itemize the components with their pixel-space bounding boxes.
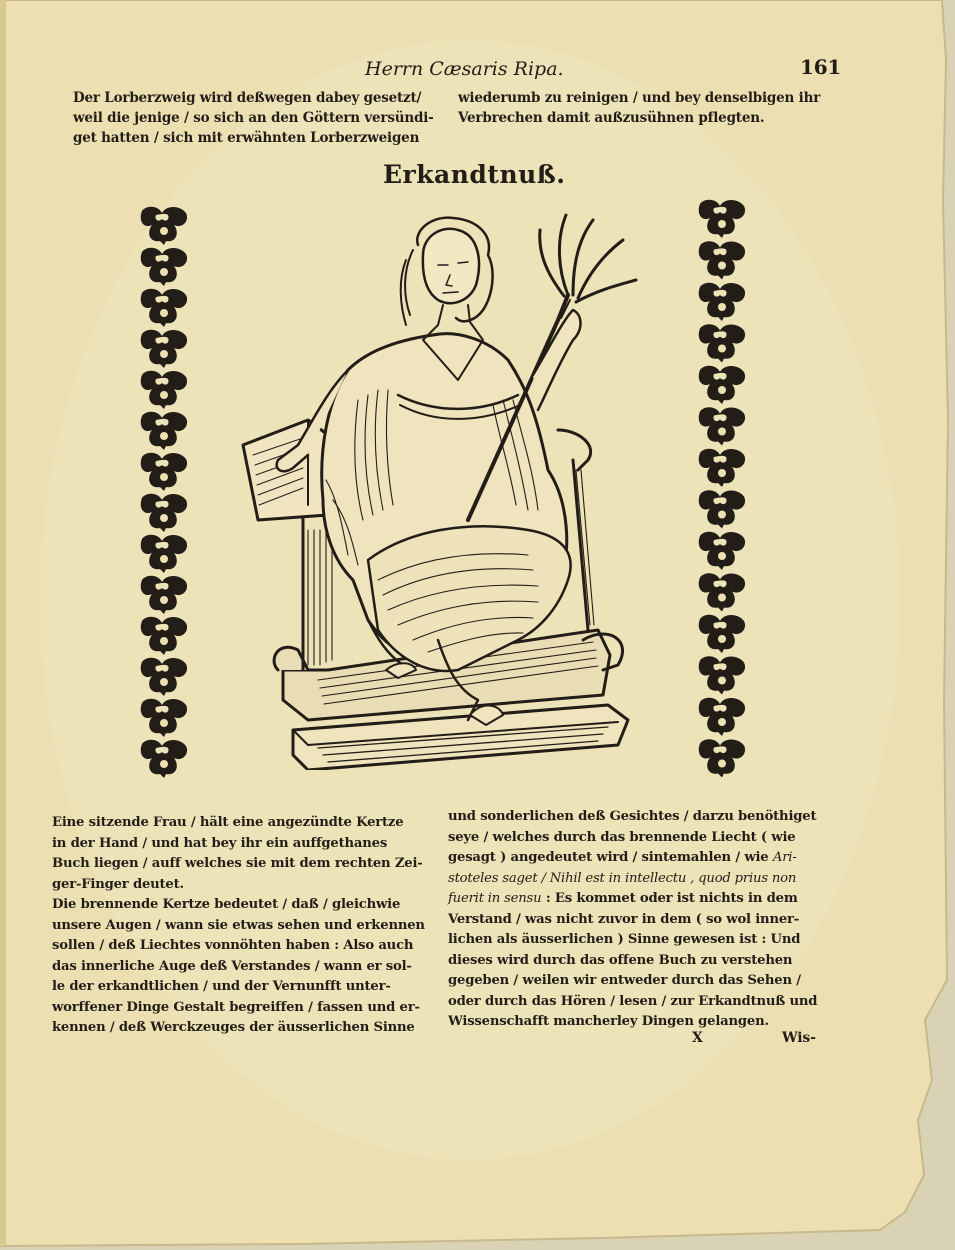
top-left-column [73, 88, 434, 148]
text-line: sollen / deß Liechtes vonnöhten haben : Also auch [52, 938, 414, 953]
fleuron-ornament [141, 453, 187, 491]
text-line: Buch liegen / auff welches sie mit dem rechten Zei- [52, 856, 423, 871]
right-fleuron-border [694, 198, 752, 783]
text-line: lichen als äusserlichen ) Sinne gewesen ist : Und [448, 932, 801, 947]
text-line: Eine sitzende Frau / hält eine angezündte Kertze [52, 815, 404, 830]
italic-text: Ari- [772, 850, 797, 865]
text-line: in der Hand / und hat bey ihr ein auffgethanes [52, 835, 388, 851]
text-line: Der Lorberzweig wird deßwegen dabey gesetzt/ [73, 90, 422, 106]
text-line: Verstand / was nicht zuvor in dem ( so wol inner- [448, 911, 800, 927]
text-line: kennen / deß Werckzeuges der äusserlichen Sinne [52, 1020, 415, 1035]
text-line: wiederumb zu reinigen / und bey denselbigen ihr [458, 90, 821, 106]
fleuron-ornament [141, 576, 187, 614]
fleuron-ornament [699, 532, 745, 570]
left-fleuron-border [136, 205, 194, 785]
fleuron-ornament [699, 449, 745, 487]
text-line: weil die jenige / so sich an den Göttern versündi- [73, 110, 434, 126]
fleuron-ornament [141, 207, 187, 245]
signature-mark-text: X [692, 1030, 703, 1046]
fleuron-ornament [699, 698, 745, 736]
bottom-left-column [52, 813, 425, 1039]
top-right-column [458, 88, 820, 128]
fleuron-ornament [699, 656, 745, 694]
fleuron-ornament [699, 241, 745, 279]
fleuron-ornament [699, 615, 745, 653]
text-line: unsere Augen / wann sie etwas sehen und erkennen [52, 917, 425, 933]
fleuron-ornament [699, 200, 745, 238]
fleuron-ornament [699, 739, 745, 777]
fleuron-ornament [141, 740, 187, 778]
text-line: get hatten / sich mit erwähnten Lorberzweigen [73, 130, 420, 146]
text-line: Verbrechen damit außzusühnen pflegten. [458, 110, 765, 126]
text-line: fuerit in sensu : Es kommet oder ist nichts in dem [448, 891, 798, 906]
fleuron-ornament [141, 330, 187, 368]
running-head: Herrn Cæsaris Ripa. [365, 58, 564, 80]
fleuron-ornament [141, 699, 187, 737]
fleuron-ornament [141, 535, 187, 573]
text-line: gesagt ) angedeutet wird / sintemahlen / wie Ari- [448, 850, 797, 865]
emblem-title: Erkandtnuß. [383, 160, 566, 189]
italic-text: fuerit in sensu [448, 891, 542, 906]
woodcut-seated-woman-illustration [238, 200, 638, 770]
text-line: das innerliche Auge deß Verstandes / wann er sol- [52, 958, 412, 974]
text-line: Die brennende Kertze bedeutet / daß / gleichwie [52, 897, 401, 912]
fleuron-ornament [141, 658, 187, 696]
text-line: Wissenschafft mancherley Dingen gelangen. [448, 1014, 769, 1029]
fleuron-ornament [699, 573, 745, 611]
text-line: dieses wird durch das offene Buch zu verstehen [448, 952, 793, 968]
fleuron-ornament [141, 371, 187, 409]
page-number: 161 [800, 55, 842, 79]
italic-text: stoteles [448, 870, 499, 886]
text-line: le der erkandtlichen / und der Vernunfft unter- [52, 979, 391, 994]
bottom-right-column [448, 807, 817, 1033]
text-line: und sonderlichen deß Gesichtes / darzu benöthiget [448, 809, 817, 824]
fleuron-ornament [699, 283, 745, 321]
text-line: worffener Dinge Gestalt begreiffen / fassen und er- [52, 999, 420, 1015]
fleuron-ornament [699, 324, 745, 362]
fleuron-ornament [699, 407, 745, 445]
text-line: oder durch das Hören / lesen / zur Erkandtnuß und [448, 993, 818, 1009]
fleuron-ornament [141, 289, 187, 327]
fleuron-ornament [141, 617, 187, 655]
fleuron-ornament [699, 490, 745, 528]
text-line: ger-Finger deutet. [52, 876, 184, 892]
fleuron-ornament [699, 366, 745, 404]
text-line: gegeben / weilen wir entweder durch das Sehen / [448, 973, 801, 988]
text-line: seye / welches durch das brennende Liecht ( wie [448, 829, 796, 845]
text-line: stoteles saget / Nihil est in intellectu , quod prius non [448, 870, 797, 886]
catchword: Wis- [782, 1030, 816, 1046]
fleuron-ornament [141, 412, 187, 450]
fleuron-ornament [141, 494, 187, 532]
fleuron-ornament [141, 248, 187, 286]
